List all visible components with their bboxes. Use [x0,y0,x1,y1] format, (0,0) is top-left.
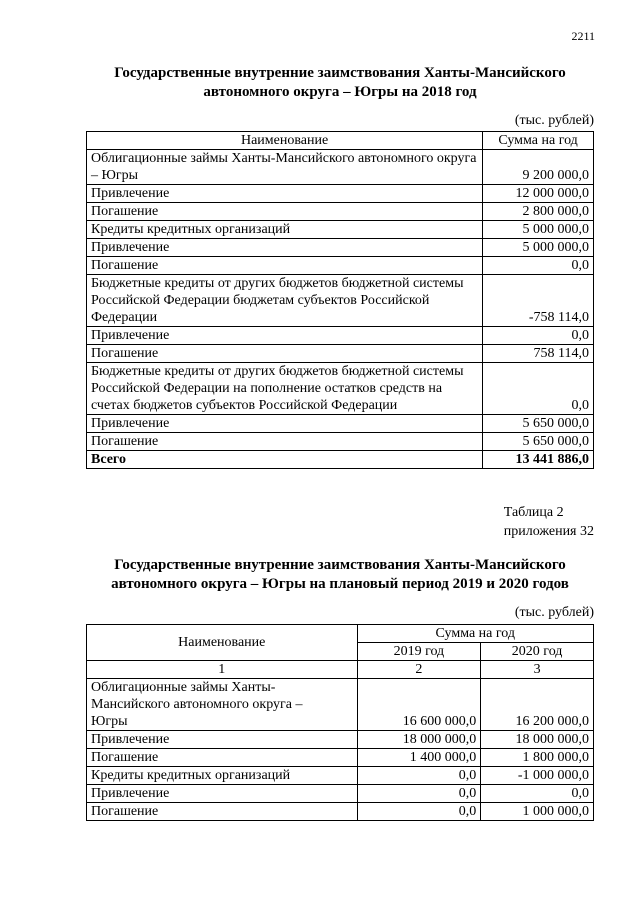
row-value-2020: -1 000 000,0 [481,767,594,785]
table-row [87,275,594,327]
row-name: Кредиты кредитных организаций [87,767,358,785]
row-value-2019: 0,0 [357,785,481,803]
row-name: Облигационные займы Ханты-Мансийского автономного округа – Югры [87,150,483,185]
row-value: 2 800 000,0 [483,203,594,221]
table1-title-line1: Государственные внутренние заимствования Ханты-Мансийского [114,65,566,81]
table-row [87,185,594,203]
table2 [86,624,594,821]
table-row [87,433,594,451]
row-value: 0,0 [483,327,594,345]
row-name: Привлечение [87,415,483,433]
row-name: Привлечение [87,785,358,803]
table-row [87,767,594,785]
table-row [87,150,594,185]
row-name: Кредиты кредитных организаций [87,221,483,239]
row-value-2020: 1 800 000,0 [481,749,594,767]
row-value-2020: 0,0 [481,785,594,803]
row-name: Привлечение [87,327,483,345]
table-row [87,327,594,345]
table2-title [86,556,594,594]
row-value-2019: 1 400 000,0 [357,749,481,767]
row-value: 0,0 [483,257,594,275]
row-value: 12 000 000,0 [483,185,594,203]
table2-units: (тыс. рублей) [514,605,594,620]
total-value: 13 441 886,0 [483,451,594,469]
table-row [87,785,594,803]
row-value-2020: 18 000 000,0 [481,731,594,749]
table-row [87,257,594,275]
table-row [87,345,594,363]
table-row [87,749,594,767]
table2-note [504,503,594,541]
row-value: 5 650 000,0 [483,433,594,451]
table2-header-row [87,625,594,643]
table-row [87,203,594,221]
table1-header-row [87,132,594,150]
table1-header-sum: Сумма на год [483,132,594,150]
row-value: 5 650 000,0 [483,415,594,433]
row-name: Привлечение [87,239,483,257]
table2-header-2019: 2019 год [357,643,481,661]
table1 [86,131,594,469]
table1-units: (тыс. рублей) [514,113,594,128]
row-name: Погашение [87,257,483,275]
page-number: 2211 [571,29,595,43]
row-value-2019: 16 600 000,0 [357,679,481,731]
table1-header-name: Наименование [87,132,483,150]
row-name: Бюджетные кредиты от других бюджетов бюджетной системы Российской Федерации бюджетам субъектов Российской Федерации [87,275,483,327]
row-value: 5 000 000,0 [483,239,594,257]
table2-title-line2: автономного округа – Югры на плановый период 2019 и 2020 годов [111,576,569,592]
row-value-2019: 0,0 [357,767,481,785]
table-row [87,415,594,433]
row-value: 5 000 000,0 [483,221,594,239]
row-name: Погашение [87,803,358,821]
table1-title-line2: автономного округа – Югры на 2018 год [203,84,477,100]
row-value: 758 114,0 [483,345,594,363]
table2-header-name: Наименование [87,625,358,661]
col-number: 2 [357,661,481,679]
row-name: Погашение [87,749,358,767]
table2-col-numbers-row [87,661,594,679]
row-name: Привлечение [87,185,483,203]
row-value-2019: 0,0 [357,803,481,821]
table-row [87,679,594,731]
row-name: Облигационные займы Ханты-Мансийского автономного округа – Югры [87,679,358,731]
table-row [87,221,594,239]
row-value: 9 200 000,0 [483,150,594,185]
row-name: Привлечение [87,731,358,749]
table-row [87,731,594,749]
table-row [87,363,594,415]
table2-header-2020: 2020 год [481,643,594,661]
table-row [87,803,594,821]
table-row [87,239,594,257]
row-name: Погашение [87,345,483,363]
row-value-2020: 1 000 000,0 [481,803,594,821]
col-number: 1 [87,661,358,679]
table2-note-line2: приложения 32 [503,524,594,539]
table2-title-line1: Государственные внутренние заимствования Ханты-Мансийского [114,557,566,573]
col-number: 3 [481,661,594,679]
row-value: -758 114,0 [483,275,594,327]
table1-total-row [87,451,594,469]
table1-title [86,64,594,102]
row-value-2019: 18 000 000,0 [357,731,481,749]
row-name: Бюджетные кредиты от других бюджетов бюджетной системы Российской Федерации на пополнение остатков средств на счетах бюджетов субъектов Российской Федерации [87,363,483,415]
row-value: 0,0 [483,363,594,415]
table2-note-line1: Таблица 2 [503,505,564,520]
row-name: Погашение [87,433,483,451]
row-value-2020: 16 200 000,0 [481,679,594,731]
row-name: Погашение [87,203,483,221]
table2-header-sum: Сумма на год [357,625,593,643]
total-label: Всего [87,451,483,469]
